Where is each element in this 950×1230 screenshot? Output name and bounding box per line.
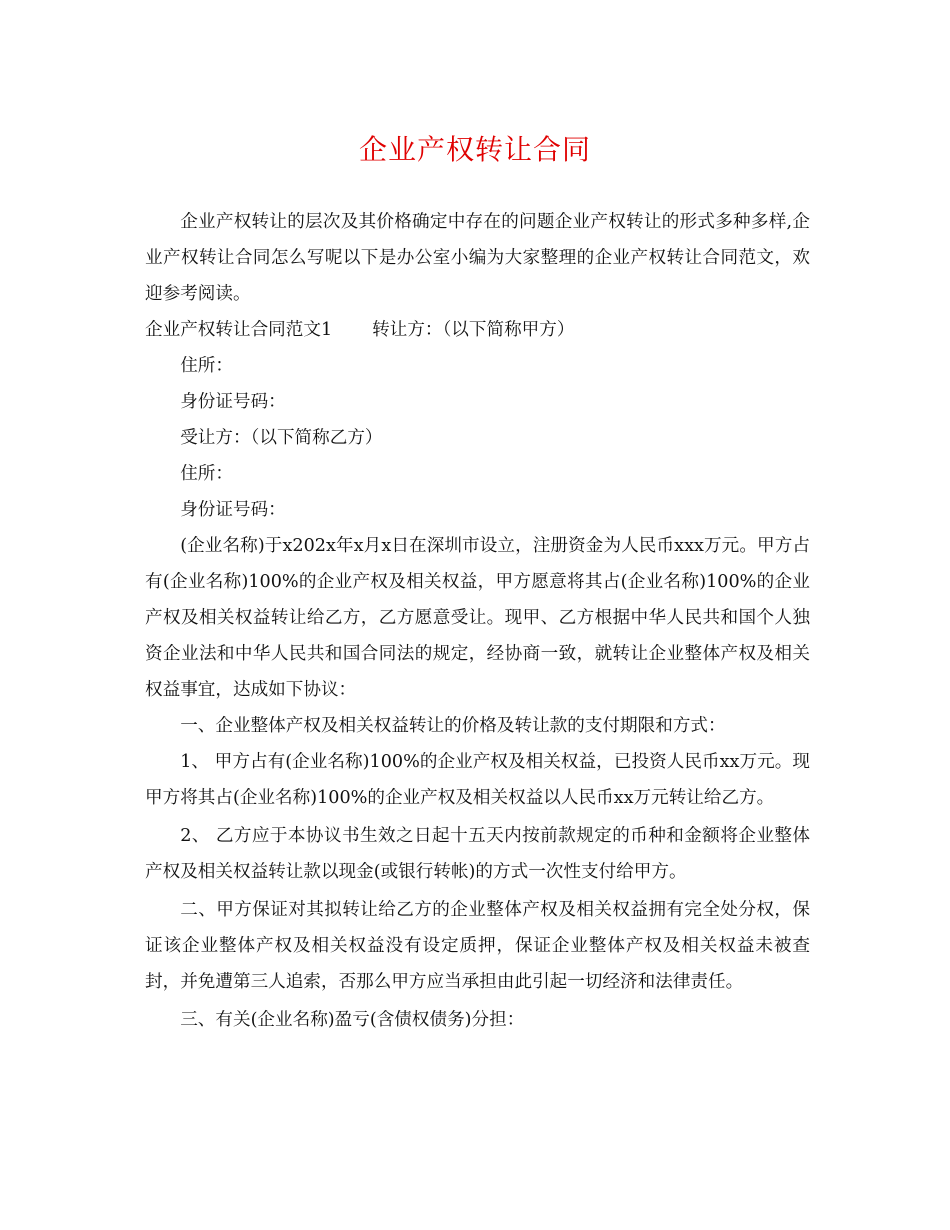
transferee-id: 身份证号码： [180,500,286,520]
clause-3: 三、有关(企业名称)盈亏(含债权债务)分担： [180,1010,525,1030]
document-title: 企业产权转让合同 [358,133,591,166]
clause-2: 二、甲方保证对其拟转让给乙方的企业整体产权及相关权益拥有完全处分权，保证该企业整体产权及相关权益没有设定质押，保证企业整体产权及相关权益未被查封，并免遭第三人追索，否那么甲方应当承担由此引起一切经济和法律责任。 [145,900,810,992]
sample-heading-line [145,312,810,348]
clause-1-1: 1、 甲方占有(企业名称)100%的企业产权及相关权益，已投资人民币xx万元。现甲方将其占(企业名称)100%的企业产权及相关权益以人民币xx万元转让给乙方。 [145,752,810,808]
background-paragraph: (企业名称)于x202x年x月x日在深圳市设立，注册资金为人民币xxx万元。甲方占有(企业名称)100%的企业产权及相关权益，甲方愿意将其占(企业名称)100%的企业产权及相关权益转让给乙方，乙方愿意受让。现甲、乙方根据中华人民共和国个人独资企业法和中华人民共和国合同法的规定，经协商一致，就转让企业整体产权及相关权益事宜，达成如下协议： [145,536,810,700]
transferee-address: 住所： [180,464,233,484]
transferor-address: 住所： [180,356,233,376]
transferor-label: 转让方：（以下简称甲方） [372,320,575,340]
sample-heading: 企业产权转让合同范文1 [145,320,333,340]
clause-1: 一、企业整体产权及相关权益转让的价格及转让款的支付期限和方式： [180,716,726,736]
transferee-label: 受让方：（以下简称乙方） [180,428,383,448]
clause-1-2: 2、 乙方应于本协议书生效之日起十五天内按前款规定的币种和金额将企业整体产权及相关权益转让款以现金(或银行转帐)的方式一次性支付给甲方。 [145,826,810,882]
transferor-id: 身份证号码： [180,392,286,412]
intro-paragraph: 企业产权转让的层次及其价格确定中存在的问题企业产权转让的形式多种多样,企业产权转让合同怎么写呢以下是办公室小编为大家整理的企业产权转让合同范文，欢迎参考阅读。 [145,212,810,304]
document-body [145,204,810,1038]
